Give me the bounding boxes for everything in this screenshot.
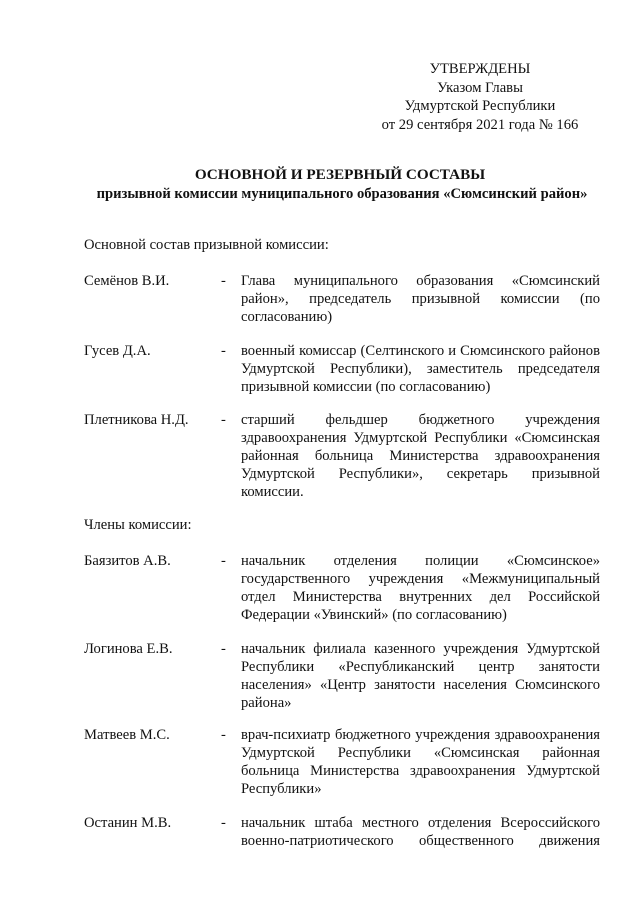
member-dash: - [221,412,226,428]
approval-line-1: УТВЕРЖДЕНЫ [429,61,531,77]
member-role: начальник отделения полиции «Сюмсинское» государственного учреждения «Межмуниципальный отдел Министерства внутренних дел Российской Федерации «Увинский» (по согласованию) [241,553,600,623]
document-subtitle: призывной комиссии муниципального образования «Сюмсинский район» [96,186,588,202]
member-role: старший фельдшер бюджетного учреждения здравоохранения Удмуртской Республики «Сюмсинская районная больница Министерства здравоохранения Удмуртской Республики», секретарь призывной комиссии. [241,412,600,500]
member-name: Плетникова Н.Д. [84,412,189,428]
member-dash: - [221,343,226,359]
member-dash: - [221,641,226,657]
member-role: начальник филиала казенного учреждения Удмуртской Республики «Республиканский центр занятости населения» «Центр занятости населения Сюмсинского района» [241,641,600,711]
member-name: Гусев Д.А. [84,343,151,359]
member-role: начальник штаба местного отделения Всероссийского военно-патриотического общественного движения [241,815,600,849]
member-entry [84,411,600,500]
member-role: военный комиссар (Селтинского и Сюмсинского районов Удмуртской Республики), заместитель председателя призывной комиссии (по согласованию) [241,343,600,395]
main-section-label: Основной состав призывной комиссии: [84,237,329,253]
member-entry [84,272,600,352]
member-dash: - [221,553,226,569]
approval-line-3: Удмуртской Республики [404,98,556,114]
document-title: ОСНОВНОЙ И РЕЗЕРВНЫЙ СОСТАВЫ [194,166,486,183]
member-entry [84,342,600,422]
approval-line-2: Указом Главы [437,79,523,96]
approval-line-4: от 29 сентября 2021 года № 166 [381,116,579,133]
member-entry [84,814,600,854]
members-section-label: Члены комиссии: [84,517,192,533]
member-name: Семёнов В.И. [84,273,170,289]
member-role: Глава муниципального образования «Сюмсинский район», председатель призывной комиссии (по согласованию) [241,273,600,325]
member-dash: - [221,727,226,743]
member-dash: - [221,815,226,831]
member-name: Матвеев М.С. [84,727,170,743]
member-entry [84,640,600,720]
member-name: Останин М.В. [84,815,172,831]
member-entry [84,552,600,632]
member-role: врач-психиатр бюджетного учреждения здравоохранения Удмуртской Республики «Сюмсинская районная больница Министерства здравоохранения Удмуртской Республики» [241,727,600,797]
member-name: Логинова Е.В. [84,641,173,657]
member-name: Баязитов А.В. [84,553,171,569]
member-entry [84,726,600,806]
approval-stamp [360,60,600,134]
member-dash: - [221,273,226,289]
